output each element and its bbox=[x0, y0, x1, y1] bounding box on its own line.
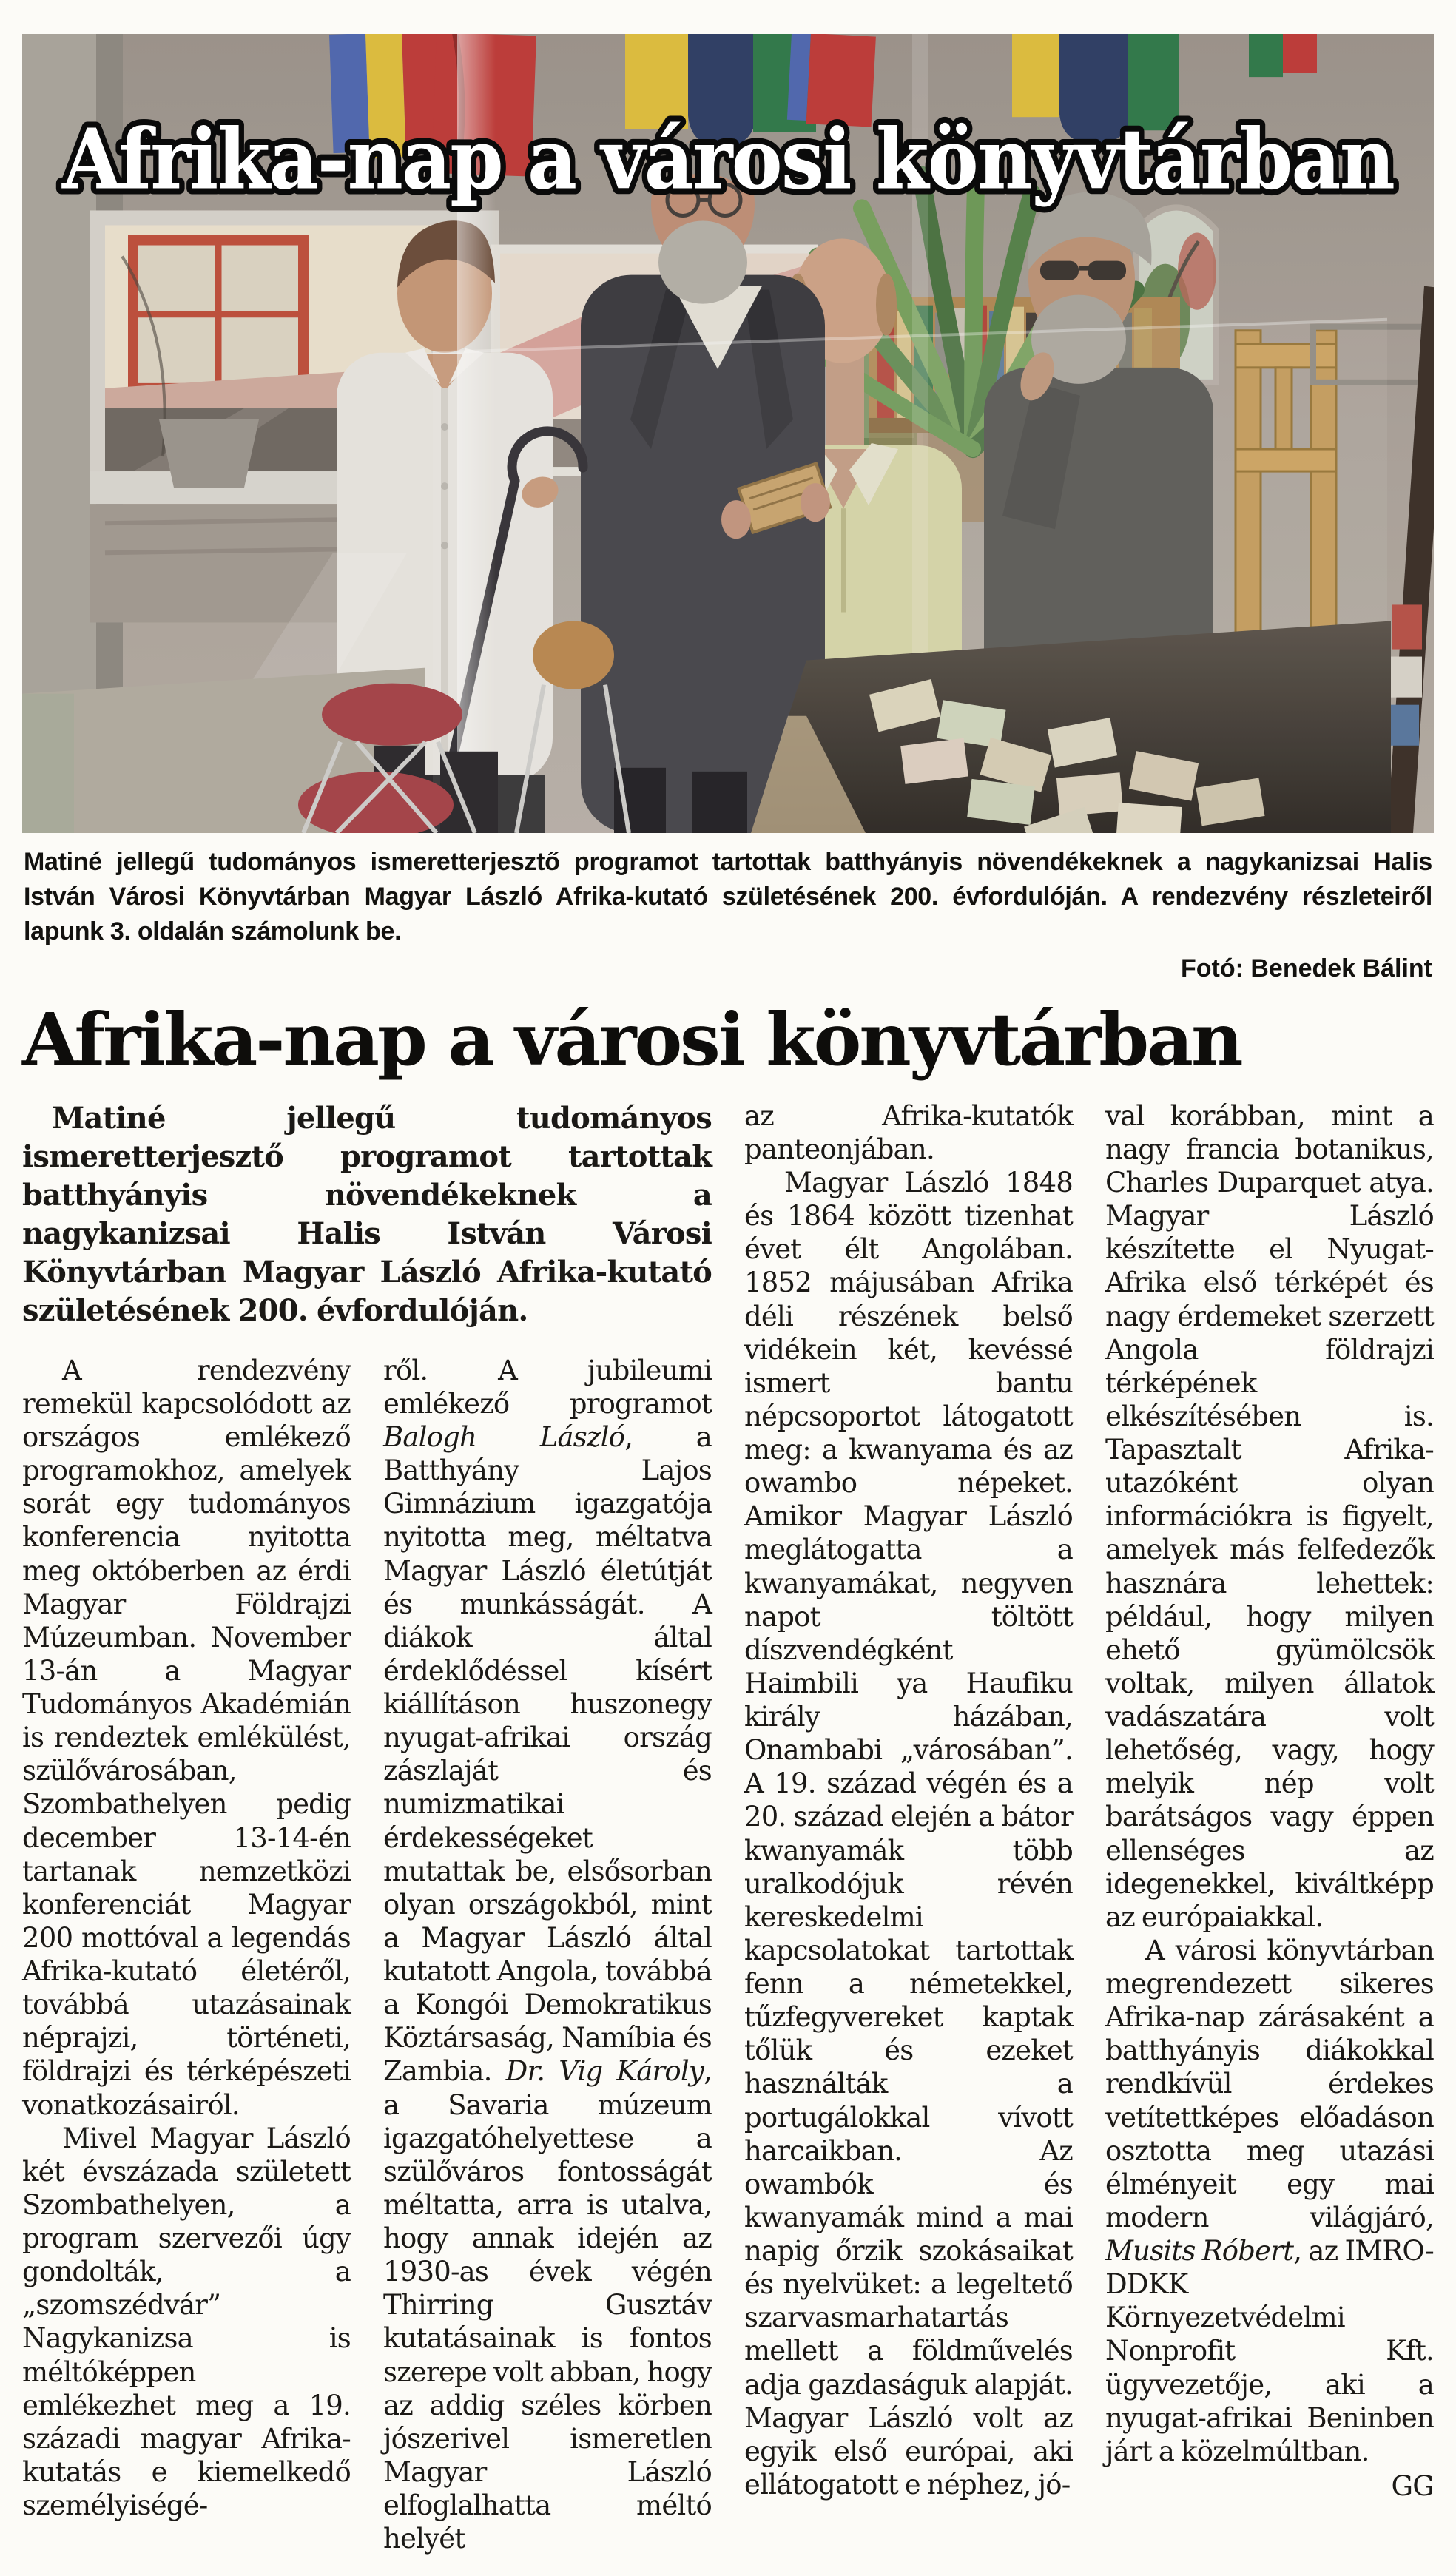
article-paragraph: Magyar László 1848 és 1864 között tizenhat évet élt Angolában. 1852 májusában Afrika déli részének belső vidékein két, kevéssé ismert bantu népcsoportot látogatott meg: a kwanyama és az owambo népeket. Amikor Magyar László meglátogatta a kwanyamákat, negyven napot töltött díszvendégként Haimbili ya Haufiku király házában, Onambabi „városában”. A 19. század végén és a 20. század elején a bátor kwanyamák több uralkodójuk révén kereskedelmi kapcsolatokat tartottak fenn a németekkel, tűzfegyvereket kaptak tőlük és ezeket használták a portugálokkal vívott harcaikban. Az owambók és kwanyamák mind a mai napig őrzik szokásaikat és nyelvüket: a legeltető szarvasmarhatartás mellett a földművelés adja gazdaságuk alapját. Magyar László volt az egyik első európai, aki ellátogatott e néphez, jó- bbox=[744, 1167, 1073, 2501]
photo-credit: Fotó: Benedek Bálint bbox=[1180, 954, 1432, 982]
article-paragraph: Mivel Magyar László két évszázada született Szombathelyen, a program szervezői úgy gondolták, a „szomszédvár” Nagykanizsa is méltóképpen emlékezhet meg a 19. századi magyar Afrika-kutatás e kiemelkedő személyiségé- bbox=[22, 2122, 351, 2522]
article-headline: Afrika-nap a városi könyvtárban bbox=[22, 997, 1241, 1082]
article-column-3 bbox=[744, 1099, 1073, 2501]
photo-overlay-title: Afrika-nap a városi könyvtárban bbox=[61, 111, 1394, 209]
article-paragraph: ről. A jubileumi emlékező programot Balogh László, a Batthyány Lajos Gimnázium igazgatója nyitotta meg, méltatva Magyar László életútját és munkásságát. A diákok által érdeklődéssel kísért kiállításon huszonegy nyugat-afrikai ország zászlaját és numizmatikai érdekességeket mutattak be, elsősorban olyan országokból, mint a Magyar László által kutatott Angola, továbbá a Kongói Demokratikus Köztársaság, Namíbia és Zambia. Dr. Vig Károly, a Savaria múzeum igazgatóhelyettese a szülőváros fontosságát méltatta, arra is utalva, hogy annak idején az 1930-as évek végén Thirring Gusztáv kutatásainak is fontos szerepe volt abban, hogy az addig széles körben jószerivel ismeretlen Magyar László elfoglalhatta méltó helyét bbox=[383, 1354, 712, 2555]
article-column-2 bbox=[383, 1354, 712, 2556]
photo-caption: Matiné jellegű tudományos ismeretterjesztő programot tartottak batthyányis növendékeknek a nagykanizsai Halis István Városi Könyvtárban Magyar László Afrika-kutató születésének 200. évfordulóján. A rendezvény részleteiről lapunk 3. oldalán számolunk be. bbox=[24, 848, 1432, 945]
article-column-4 bbox=[1105, 1099, 1434, 2503]
article-paragraph: A városi könyvtárban megrendezett sikeres Afrika-nap zárásaként a batthyányis diákokkal rendkívül érdekes vetítettképes előadáson osztotta meg utazási élményeit egy mai modern világjáró, Musits Róbert, az IMRO-DDKK Környezetvédelmi Nonprofit Kft. ügyvezetője, aki a nyugat-afrikai Beninben járt a közelmúltban. bbox=[1105, 1934, 1434, 2467]
library-scene-illustration bbox=[22, 34, 1434, 833]
article-signature: GG bbox=[1391, 2469, 1434, 2502]
article-lead: Matiné jellegű tudományos ismeretterjesztő programot tartottak batthyányis növendékeknek a nagykanizsai Halis István Városi Könyvtárban Magyar László Afrika-kutató születésének 200. évfordulóján. bbox=[22, 1100, 712, 1328]
article-column-1 bbox=[22, 1354, 351, 2522]
article-paragraph: az Afrika-kutatók panteonjában. bbox=[744, 1099, 1073, 1165]
feature-photo bbox=[22, 34, 1434, 833]
article-paragraph: val korábban, mint a nagy francia botanikus, Charles Duparquet atya. Magyar László készítette el Nyugat-Afrika első térképét és nagy érdemeket szerzett Angola földrajzi térképének elkészítésében is. Tapasztalt Afrika-utazóként olyan információkra is figyelt, amelyek más felfedezők hasznára lehettek: például, hogy milyen ehető gyümölcsök voltak, milyen állatok vadászatára volt lehetőség, vagy, hogy melyik nép volt barátságos vagy éppen ellenséges az idegenekkel, kiváltképp az európaiakkal. bbox=[1105, 1099, 1434, 1933]
article-paragraph: A rendezvény remekül kapcsolódott az országos emlékező programokhoz, amelyek sorát egy tudományos konferencia nyitotta meg októberben az érdi Magyar Földrajzi Múzeumban. November 13-án a Magyar Tudományos Akadémián is rendeztek emlékülést, szülővárosában, Szombathelyen pedig december 13-14-én tartanak nemzetközi konferenciát Magyar 200 mottóval a legendás Afrika-kutató életéről, továbbá utazásainak néprajzi, történeti, földrajzi és térképészeti vonatkozásairól. bbox=[22, 1354, 351, 2121]
article-body bbox=[22, 1099, 1434, 2556]
